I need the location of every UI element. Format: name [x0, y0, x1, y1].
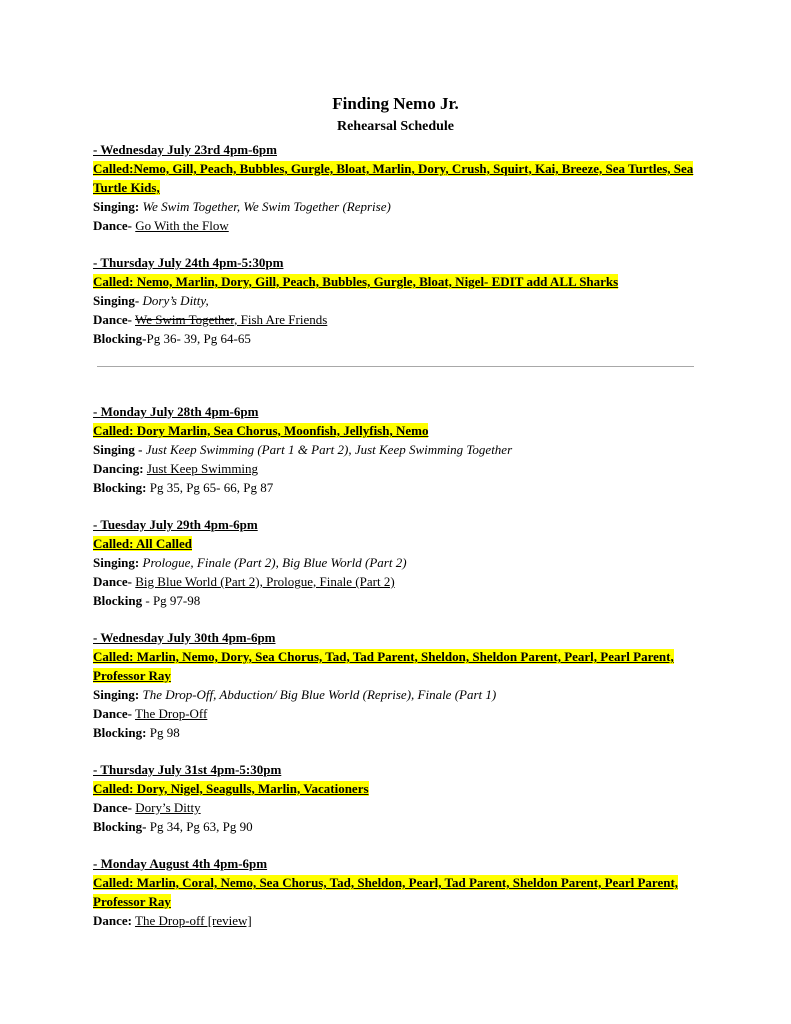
- called-cast: [93, 534, 698, 553]
- blocking-pages: Pg 34, Pg 63, Pg 90: [149, 819, 253, 834]
- blocking-pages: Pg 98: [149, 725, 180, 740]
- schedule-body: [93, 140, 698, 930]
- rehearsal-date: - Tuesday July 29th 4pm-6pm: [93, 517, 258, 532]
- blocking-pages: - Pg 97-98: [145, 593, 201, 608]
- called-cast: [93, 272, 698, 291]
- rehearsal-entry: [93, 402, 698, 497]
- dance-numbers: Big Blue World (Part 2), Prologue, Finale (Part 2): [135, 574, 395, 589]
- singing-label: Singing:: [93, 555, 140, 570]
- spacer: [93, 235, 698, 253]
- singing-label: Singing-: [93, 293, 140, 308]
- rehearsal-date: - Thursday July 31st 4pm-5:30pm: [93, 762, 282, 777]
- singing-line: [93, 685, 698, 704]
- singing-songs: We Swim Together, We Swim Together (Reprise): [142, 199, 391, 214]
- dance-line: [93, 216, 698, 235]
- rehearsal-entry: [93, 253, 698, 348]
- blocking-pages: Pg 36- 39, Pg 64-65: [146, 331, 251, 346]
- called-cast-text: Called:Nemo, Gill, Peach, Bubbles, Gurgle, Bloat, Marlin, Dory, Crush, Squirt, Kai, Breeze, Sea Turtles, Sea Turtle Kids,: [93, 161, 694, 195]
- dance-numbers: , Fish Are Friends: [234, 312, 328, 327]
- singing-label: Singing:: [93, 687, 140, 702]
- spacer: [93, 610, 698, 628]
- singing-line: [93, 291, 698, 310]
- singing-label: Singing -: [93, 442, 143, 457]
- called-cast-text: Called: Nemo, Marlin, Dory, Gill, Peach, Bubbles, Gurgle, Bloat, Nigel- EDIT add ALL Sharks: [93, 274, 619, 289]
- blocking-label: Blocking-: [93, 331, 147, 346]
- dance-struck-number: We Swim Together: [135, 312, 235, 327]
- rehearsal-date: - Thursday July 24th 4pm-5:30pm: [93, 255, 284, 270]
- rehearsal-date: - Monday July 28th 4pm-6pm: [93, 404, 259, 419]
- dance-numbers: The Drop-off [review]: [135, 913, 252, 928]
- spacer: [93, 497, 698, 515]
- blocking-line: [93, 723, 698, 742]
- rehearsal-entry: [93, 628, 698, 742]
- called-cast: [93, 647, 698, 685]
- called-cast: [93, 873, 698, 911]
- dance-numbers: Just Keep Swimming: [146, 461, 259, 476]
- blocking-line: [93, 817, 698, 836]
- singing-line: [93, 440, 698, 459]
- dance-label: Dance-: [93, 218, 132, 233]
- blocking-label: Blocking: [93, 593, 143, 608]
- called-cast: [93, 421, 698, 440]
- dance-label: Dancing:: [93, 461, 144, 476]
- called-cast-text: Called: Marlin, Coral, Nemo, Sea Chorus, Tad, Sheldon, Pearl, Tad Parent, Sheldon Parent, Pearl Parent, Professor Ray: [93, 875, 679, 909]
- singing-line: [93, 553, 698, 572]
- called-cast: [93, 159, 698, 197]
- dance-label: Dance-: [93, 574, 132, 589]
- dance-line: [93, 310, 698, 329]
- rehearsal-date: - Wednesday July 23rd 4pm-6pm: [93, 142, 277, 157]
- dance-numbers: The Drop-Off: [135, 706, 208, 721]
- rehearsal-entry: [93, 760, 698, 836]
- dance-label: Dance:: [93, 913, 132, 928]
- document-title: Finding Nemo Jr.: [332, 94, 459, 113]
- called-cast-text: Called: Dory Marlin, Sea Chorus, Moonfish, Jellyfish, Nemo: [93, 423, 429, 438]
- blocking-line: [93, 591, 698, 610]
- singing-songs: The Drop-Off, Abduction/ Big Blue World (Reprise), Finale (Part 1): [142, 687, 497, 702]
- blocking-pages: Pg 35, Pg 65- 66, Pg 87: [149, 480, 274, 495]
- blocking-line: [93, 329, 698, 348]
- called-cast-text: Called: Marlin, Nemo, Dory, Sea Chorus, Tad, Tad Parent, Sheldon, Sheldon Parent, Pearl, Pearl Parent, Professor Ray: [93, 649, 674, 683]
- spacer: [93, 742, 698, 760]
- blocking-line: [93, 478, 698, 497]
- blocking-label: Blocking:: [93, 725, 147, 740]
- dance-numbers: Dory’s Ditty: [135, 800, 201, 815]
- dance-line: [93, 572, 698, 591]
- section-divider: [97, 366, 694, 367]
- dance-numbers: Go With the Flow: [135, 218, 229, 233]
- singing-songs: Prologue, Finale (Part 2), Big Blue World (Part 2): [142, 555, 407, 570]
- dance-line: [93, 704, 698, 723]
- rehearsal-date: - Wednesday July 30th 4pm-6pm: [93, 630, 276, 645]
- rehearsal-entry: [93, 140, 698, 235]
- called-cast-text: Called: Dory, Nigel, Seagulls, Marlin, Vacationers: [93, 781, 369, 796]
- blocking-label: Blocking:: [93, 480, 147, 495]
- rehearsal-entry: [93, 515, 698, 610]
- document-subtitle: Rehearsal Schedule: [336, 119, 455, 134]
- spacer: [93, 836, 698, 854]
- dance-line: [93, 911, 698, 930]
- singing-songs: Just Keep Swimming (Part 1 & Part 2), Just Keep Swimming Together: [145, 442, 513, 457]
- called-cast: [93, 779, 698, 798]
- blocking-label: Blocking-: [93, 819, 147, 834]
- rehearsal-date: - Monday August 4th 4pm-6pm: [93, 856, 268, 871]
- dance-label: Dance-: [93, 706, 132, 721]
- singing-songs: Dory’s Ditty,: [142, 293, 209, 308]
- called-cast-text: Called: All Called: [93, 536, 192, 551]
- dance-label: Dance-: [93, 312, 132, 327]
- singing-label: Singing:: [93, 199, 140, 214]
- rehearsal-entry: [93, 854, 698, 930]
- dance-label: Dance-: [93, 800, 132, 815]
- dance-line: [93, 459, 698, 478]
- singing-line: [93, 197, 698, 216]
- dance-line: [93, 798, 698, 817]
